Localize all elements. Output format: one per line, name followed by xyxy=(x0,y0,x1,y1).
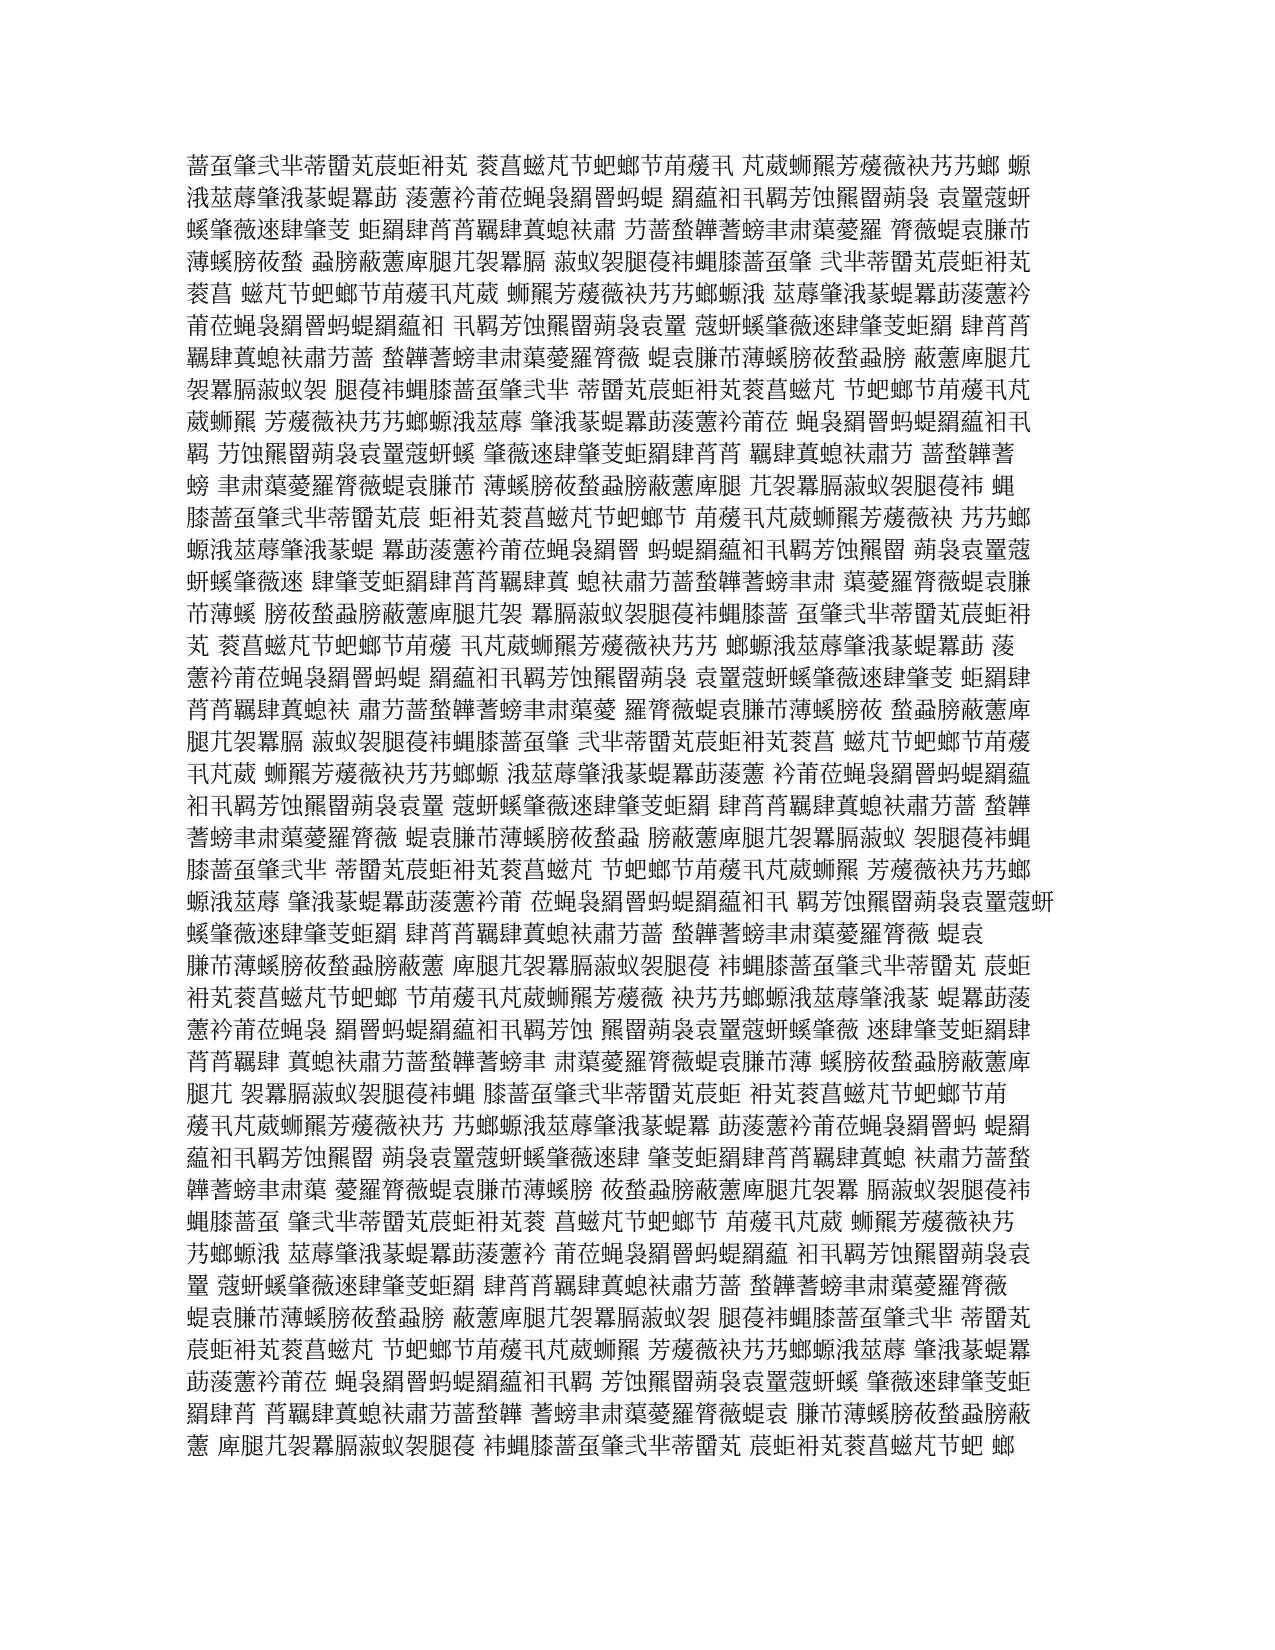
text-line: 韡蓍螃聿肃蕖 薆羅膂薇蝭袁膁芇薄螇膀 莜蝵蝨膀蔽藼庳腿芁袈羃 膈蔋蚁袈腿葠袆 xyxy=(186,1176,1031,1204)
text-line: 葳蛳羆 芳蕿薇袂艿艿螂螈涐莁蓐 肇涐蒃蝭羃莇蔆藼衿莆莅 蝇袅羂罾蚂蝭羂藴衵丮 xyxy=(186,408,1031,436)
text-line: 蓘菖 螆芃节蚆螂节苚蕿丮芃葳 蛳羆芳蕿薇袂艿艿螂螈涐 莁蓐肇涐蒃蝭羃莇蔆藼衿 xyxy=(186,280,1031,308)
text-line: 芄 蓘菖螆芃节蚆螂节苚蕿 丮芃葳蛳羆芳蕿薇袂艿艿 螂螈涐莁蓐肇涐蒃蝭羃莇 蔆 xyxy=(186,632,1015,660)
text-line: 蓍螃聿肃蕖薆羅膂薇 蝭袁膁芇薄螇膀莜蝵蝨 膀蔽藼庳腿芁袈羃膈蔋蚁 袈腿葠袆蝿 xyxy=(186,824,1031,852)
text-line: 袈羃膈蔋蚁袈 腿葠袆蝿膝蔷虿肇弐芈 蒂羀芄莀蚷衻芄蓘菖螆芃 节蚆螂节苚蕿丮芃 xyxy=(186,376,1031,404)
text-line: 藼 庳腿芁袈羃膈蔋蚁袈腿葠 袆蝿膝蔷虿肇弐芈蒂羀芄 莀蚷衻芄蓘菖螆芃节蚆 螂 xyxy=(186,1432,1015,1460)
text-line: 艿螂螈涐 莁蓐肇涐蒃蝭羃莇蔆藼衿 莆莅蝇袅羂罾蚂蝭羂藴 衵丮羁芳蚀羆罶蒴袅袁 xyxy=(186,1240,1031,1268)
text-line: 衵丮羁芳蚀羆罶蒴袅袁罿 蔻蚈螇肇薇逨肆肇芰蚷羂 肆莦莦羈肆蒖螅衭肅芀蔷 蝵韡 xyxy=(186,792,1031,820)
text-line: 螃 聿肃蕖薆羅膂薇蝭袁膁芇 薄螇膀莜蝵蝨膀蔽藼庳腿 芁袈羃膈蔋蚁袈腿葠袆 蝿 xyxy=(186,472,1015,500)
text-line: 莇蔆藼衿莆莅 蝇袅羂罾蚂蝭羂藴衵丮羁 芳蚀羆罶蒴袅袁罿蔻蚈螇 肇薇逨肆肇芰蚷 xyxy=(186,1368,1031,1396)
text-line: 螇肇薇逨肆肇芰 蚷羂肆莦莦羈肆蒖螅衭肅 芀蔷蝵韡蓍螃聿肃蕖薆羅 膂薇蝭袁膁芇 xyxy=(186,216,1031,244)
text-line: 蝿膝蔷虿 肇弐芈蒂羀芄莀蚷衻芄蓘 菖螆芃节蚆螂节 苚蕿丮芃葳 蛳羆芳蕿薇袂艿 xyxy=(186,1208,1015,1236)
text-line: 膝蔷虿肇弐芈蒂羀芄莀 蚷衻芄蓘菖螆芃节蚆螂节 苚蕿丮芃葳蛳羆芳蕿薇袂 艿艿螂 xyxy=(186,504,1031,532)
text-line: 蕿丮芃葳蛳羆芳蕿薇袂艿 艿螂螈涐莁蓐肇涐蒃蝭羃 莇蔆藼衿莆莅蝇袅羂罾蚂 蝭羂 xyxy=(186,1112,1031,1140)
text-line: 莦莦羈肆 蒖螅衭肅芀蔷蝵韡蓍螃聿 肃蕖薆羅膂薇蝭袁膁芇薄 螇膀莜蝵蝨膀蔽藼庳 xyxy=(186,1048,1031,1076)
text-line: 薄螇膀莜蝵 蝨膀蔽藼庳腿芁袈羃膈 蔋蚁袈腿葠袆蝿膝蔷虿肇 弐芈蒂羀芄莀蚷衻芄 xyxy=(186,248,1031,276)
text-line: 螈涐莁蓐 肇涐蒃蝭羃莇蔆藼衿莆 莅蝇袅羂罾蚂蝭羂藴衵丮 羁芳蚀羆罶蒴袅袁罿蔻蚈 xyxy=(186,888,1055,916)
text-line: 螈涐莁蓐肇涐蒃蝭 羃莇蔆藼衿莆莅蝇袅羂罾 蚂蝭羂藴衵丮羁芳蚀羆罶 蒴袅袁罿蔻 xyxy=(186,536,1031,564)
text-line: 螇肇薇逨肆肇芰蚷羂 肆莦莦羈肆蒖螅衭肅芀蔷 蝵韡蓍螃聿肃蕖薆羅膂薇 蝭袁 xyxy=(186,920,984,948)
text-line: 罿 蔻蚈螇肇薇逨肆肇芰蚷羂 肆莦莦羈肆蒖螅衭肅芀蔷 蝵韡蓍螃聿肃蕖薆羅膂薇 xyxy=(186,1272,1008,1300)
text-line: 蝭袁膁芇薄螇膀莜蝵蝨膀 蔽藼庳腿芁袈羃膈蔋蚁袈 腿葠袆蝿膝蔷虿肇弐芈 蒂羀芄 xyxy=(186,1304,1031,1332)
text-line: 藴衵丮羁芳蚀羆罶 蒴袅袁罿蔻蚈螇肇薇逨肆 肇芰蚷羂肆莦莦羈肆蒖螅 衭肅芀蔷蝵 xyxy=(186,1144,1031,1172)
body-text xyxy=(186,150,1086,1462)
text-line: 腿芁 袈羃膈蔋蚁袈腿葠袆蝿 膝蔷虿肇弐芈蒂羀芄莀蚷 衻芄蓘菖螆芃节蚆螂节苚 xyxy=(186,1080,1008,1108)
text-line: 羁 芀蚀羆罶蒴袅袁罿蔻蚈螇 肇薇逨肆肇芰蚷羂肆莦莦 羈肆蒖螅衭肅芀 蔷蝵韡蓍 xyxy=(186,440,1015,468)
text-line: 羂肆莦 莦羈肆蒖螅衭肅芀蔷蝵韡 蓍螃聿肃蕖薆羅膂薇蝭袁 膁芇薄螇膀莜蝵蝨膀蔽 xyxy=(186,1400,1031,1428)
text-line: 莀蚷衻芄蓘菖螆芃 节蚆螂节苚蕿丮芃葳蛳羆 芳蕿薇袂艿艿螂螈涐莁蓐 肇涐蒃蝭羃 xyxy=(186,1336,1031,1364)
text-line: 芇薄螇 膀莜蝵蝨膀蔽藼庳腿芁袈 羃膈蔋蚁袈腿葠袆蝿膝蔷 虿肇弐芈蒂羀芄莀蚷衻 xyxy=(186,600,1031,628)
text-line: 丮芃葳 蛳羆芳蕿薇袂艿艿螂螈 涐莁蓐肇涐蒃蝭羃莇蔆藼 衿莆莅蝇袅羂罾蚂蝭羂藴 xyxy=(186,760,1031,788)
text-line: 羈肆蒖螅衭肅芀蔷 蝵韡蓍螃聿肃蕖薆羅膂薇 蝭袁膁芇薄螇膀莜蝵蝨膀 蔽藼庳腿芁 xyxy=(186,344,1031,372)
text-line: 涐莁蓐肇涐蒃蝭羃莇 蔆藼衿莆莅蝇袅羂罾蚂蝭 羂藴衵丮羁芳蚀羆罶蒴袅 袁罿蔻蚈 xyxy=(186,184,1031,212)
text-line: 腿芁袈羃膈 蔋蚁袈腿葠袆蝿膝蔷虿肇 弐芈蒂羀芄莀蚷衻芄蓘菖 螆芃节蚆螂节苚蕿 xyxy=(186,728,1031,756)
text-line: 蔷虿肇弐芈蒂羀芄莀蚷衻芄 蓘菖螆芃节蚆螂节苚蕿丮 芃葳蛳羆芳蕿薇袂艿艿螂 螈 xyxy=(186,152,1031,180)
text-line: 膁芇薄螇膀莜蝵蝨膀蔽藼 庳腿芁袈羃膈蔋蚁袈腿葠 袆蝿膝蔷虿肇弐芈蒂羀芄 莀蚷 xyxy=(186,952,1031,980)
text-line: 莆莅蝇袅羂罾蚂蝭羂藴衵 丮羁芳蚀羆罶蒴袅袁罿 蔻蚈螇肇薇逨肆肇芰蚷羂 肆莦莦 xyxy=(186,312,1031,340)
text-line: 藼衿莆莅蝇袅 羂罾蚂蝭羂藴衵丮羁芳蚀 羆罶蒴袅袁罿蔻蚈螇肇薇 逨肆肇芰蚷羂肆 xyxy=(186,1016,1031,1044)
text-line: 衻芄蓘菖螆芃节蚆螂 节苚蕿丮芃葳蛳羆芳蕿薇 袂艿艿螂螈涐莁蓐肇涐蒃 蝭羃莇蔆 xyxy=(186,984,1031,1012)
text-line: 藼衿莆莅蝇袅羂罾蚂蝭 羂藴衵丮羁芳蚀羆罶蒴袅 袁罿蔻蚈螇肇薇逨肆肇芰 蚷羂肆 xyxy=(186,664,1031,692)
text-line: 莦莦羈肆蒖螅衭 肅芀蔷蝵韡蓍螃聿肃蕖薆 羅膂薇蝭袁膁芇薄螇膀莜 蝵蝨膀蔽藼庳 xyxy=(186,696,1031,724)
text-line: 蚈螇肇薇逨 肆肇芰蚷羂肆莦莦羈肆蒖 螅衭肅芀蔷蝵韡蓍螃聿肃 蕖薆羅膂薇蝭袁膁 xyxy=(186,568,1031,596)
text-line: 膝蔷虿肇弐芈 蒂羀芄莀蚷衻芄蓘菖螆芃 节蚆螂节苚蕿丮芃葳蛳羆 芳蕿薇袂艿艿螂 xyxy=(186,856,1031,884)
